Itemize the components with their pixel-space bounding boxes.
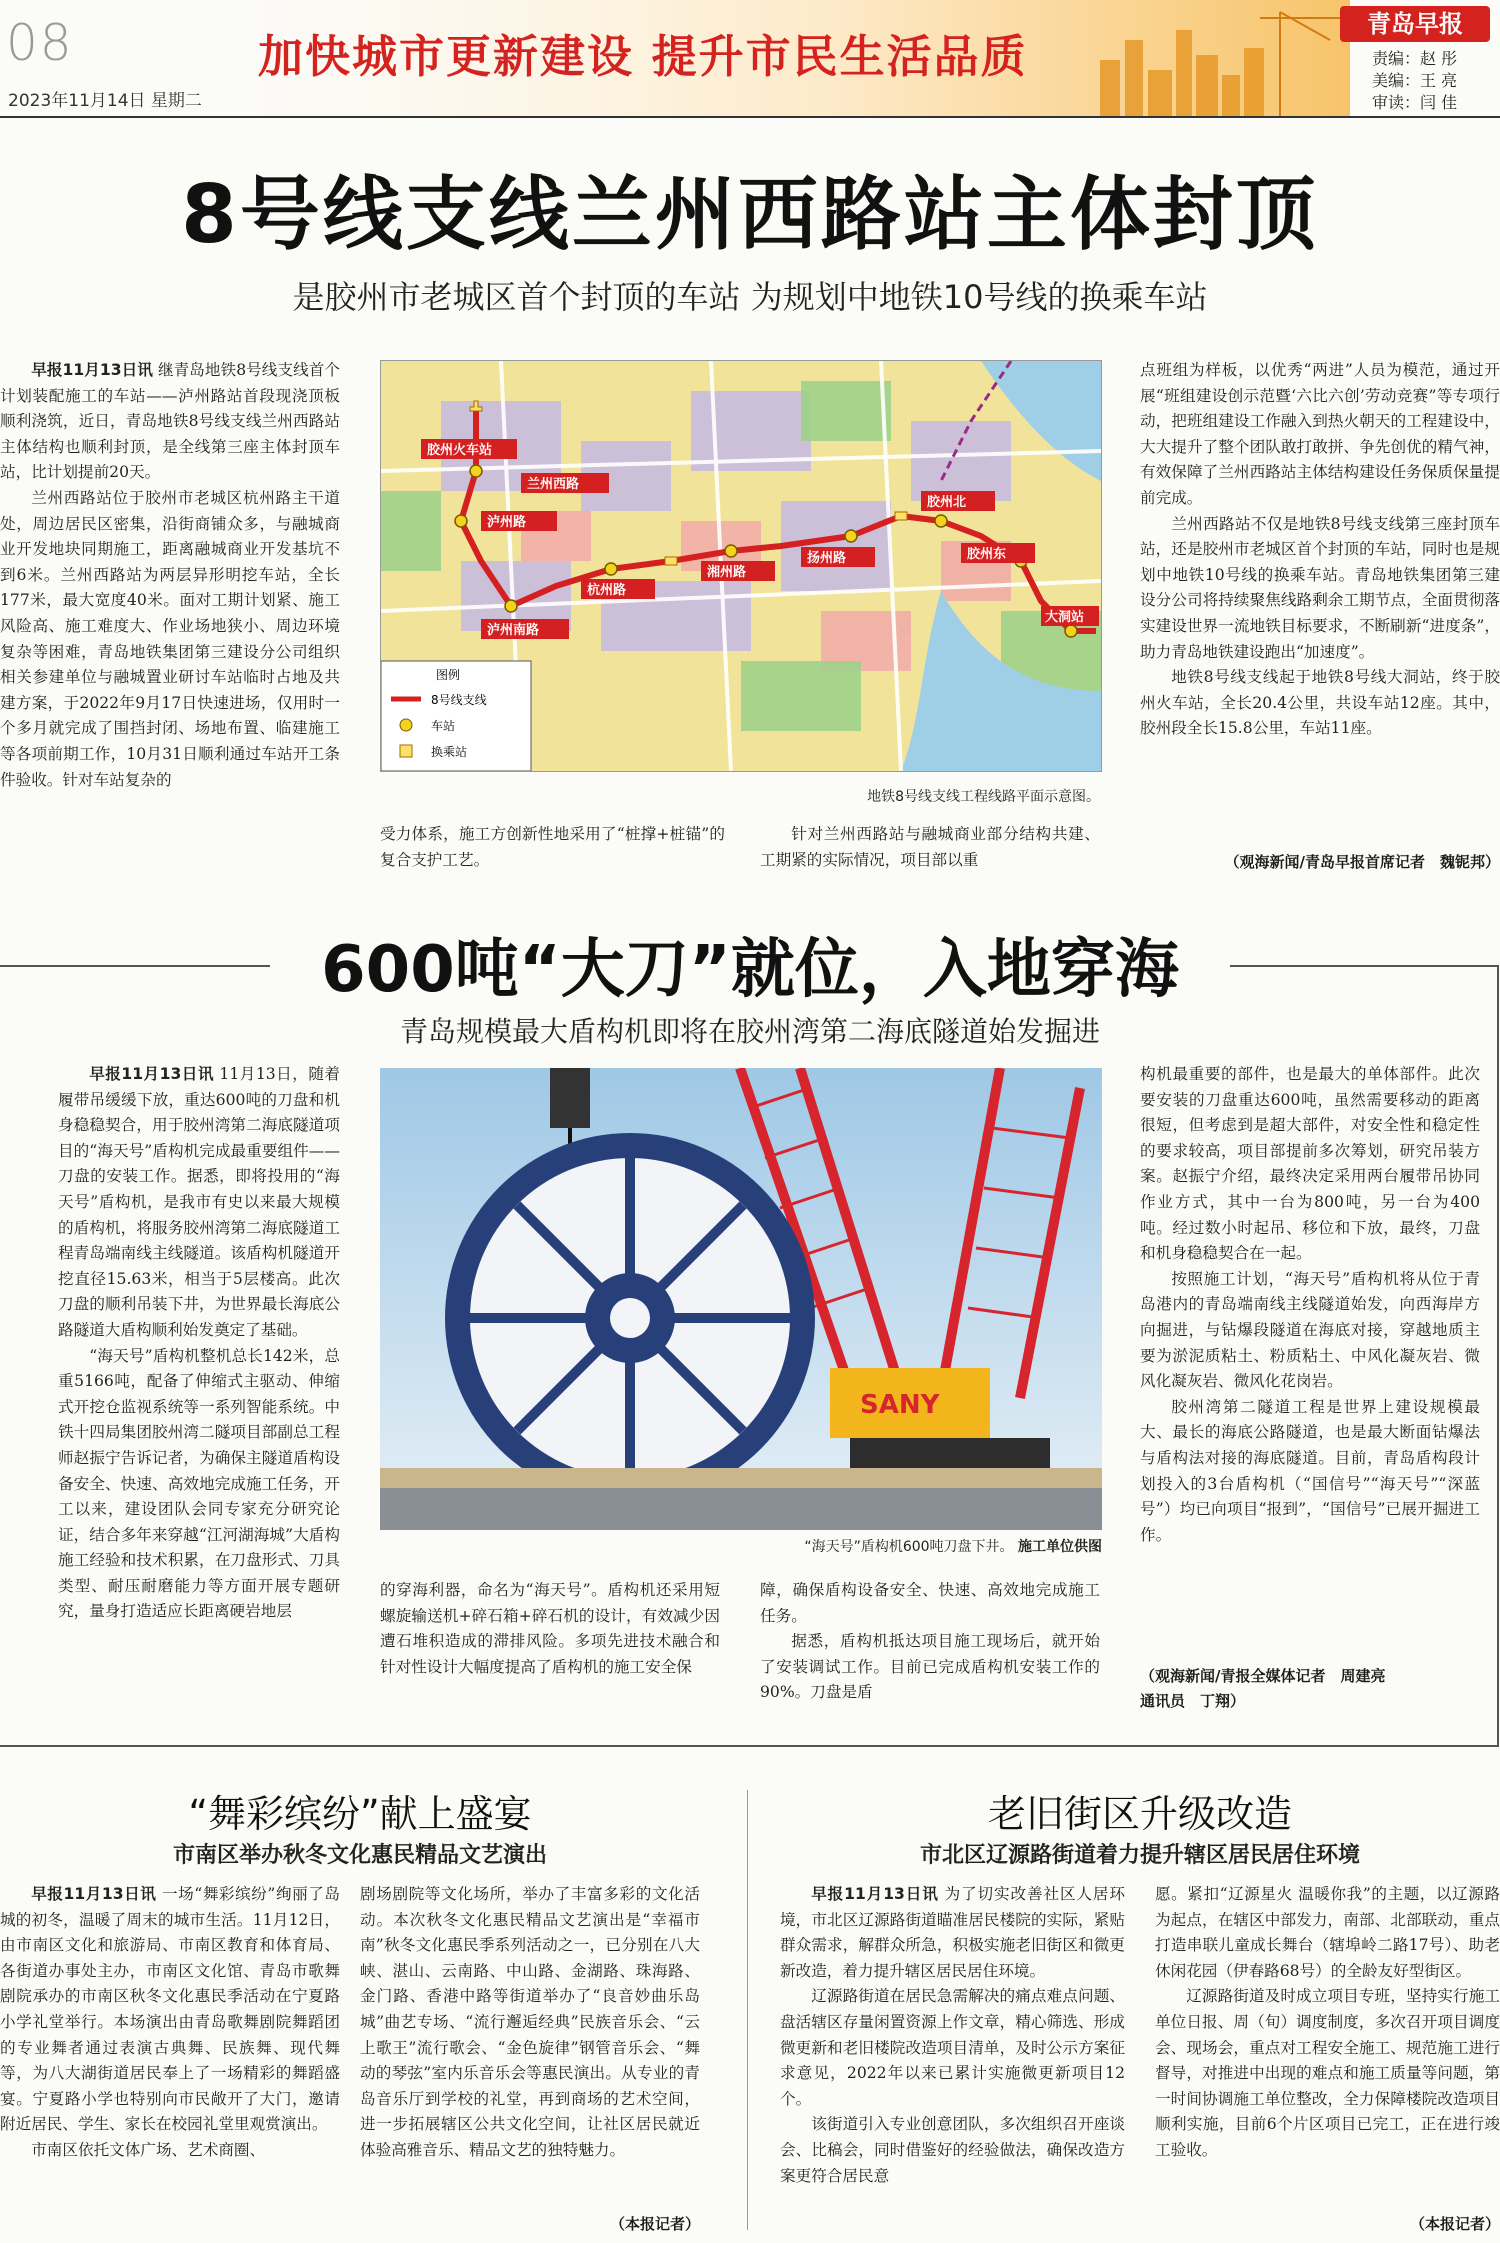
article-3-byline: （本报记者） xyxy=(609,2215,700,2233)
article-2-col-4: 构机最重要的部件，也是最大的单体部件。此次要安装的刀盘重达600吨，虽然需要移动的距离很短，但考虑到是超大部件，对安全性和稳定性的要求较高，项目部提前多次筹划，研究吊装方案。赵振宁介绍，最终决定采用两台履带吊协同作业方式，其中一台为800吨，另一台为400吨。经过数小时起吊、移位和下放，最终，刀盘和机身稳稳契合在一起。 按照施工计划，“海天号”盾构机将从位于青岛港内的青岛端南线主线隧道始发，向西海岸方向掘进，与钻爆段隧道在海底对接，穿越地质主要为淤泥质粘土、粉质粘土、中风化凝灰岩、微风化凝灰岩、微风化花岗岩。 胶州湾第二隧道工程是世界上建设规模最大、最长的海底公路隧道，也是最大断面钻爆法与盾构法对接的海底隧道。目前，青岛盾构段计划投入的3台盾构机（“国信号”“海天号”“深蓝号”）均已向项目“报到”，“国信号”已展开掘进工作。 xyxy=(1140,1065,1480,1544)
station-marker xyxy=(935,515,947,527)
map-label: 兰州西路 xyxy=(527,477,580,492)
article-4-subtitle: 市北区辽源路街道着力提升辖区居民居住环境 xyxy=(919,1843,1360,1868)
logo-text: 青岛早报 xyxy=(1367,10,1463,38)
station-marker xyxy=(725,545,737,557)
dateline: 早报11月13日讯 xyxy=(31,1885,157,1903)
station-marker xyxy=(845,530,857,542)
map-label: 大洞站 xyxy=(1045,610,1085,625)
article-4-byline: （本报记者） xyxy=(1409,2215,1500,2233)
legend-item: 8号线支线 xyxy=(431,693,487,707)
article-1-col-3: 针对兰州西路站与融城商业部分结构共建、工期紧的实际情况，项目部以重 xyxy=(760,825,1100,869)
article-1-subtitle: 是胶州市老城区首个封顶的车站 为规划中地铁10号线的换乘车站 xyxy=(292,278,1208,316)
article-2-col-1: 早报11月13日讯 11月13日，随着履带吊缓缓下放，重达600吨的刀盘和机身稳稳契合，用于胶州湾第二海底隧道项目的“海天号”盾构机完成最重要组件——刀盘的安装工作。据悉，即将投用的“海天号”盾构机，是我市有史以来最大规模的盾构机，将服务胶州湾第二海底隧道工程青岛端南线主线隧道。该盾构机隧道开挖直径15.63米，相当于5层楼高。此次刀盘的顺利吊装下井，为世界最长海底公路隧道大盾构顺利始发奠定了基础。 “海天号”盾构机整机总长142米，总重5166吨，配备了伸缩式主驱动、伸缩式开挖仓监视系统等一系列智能系统。中铁十四局集团胶州湾二隧项目部副总工程师赵振宁告诉记者，为确保主隧道盾构设备安全、快速、高效地完成施工任务，开工以来，建设团队会同专家充分研究论证，结合多年来穿越“江河湖海城”大盾构施工经验和技术积累，在刀盘形式、刀具类型、耐压耐磨能力等方面开展专题研究，量身打造适应长距离硬岩地层 xyxy=(58,1065,340,1621)
map-label: 泸州南路 xyxy=(487,623,540,638)
map-caption: 地铁8号线支线工程线路平面示意图。 xyxy=(867,789,1100,805)
tbm-photo xyxy=(380,1068,1102,1530)
slogan: 加快城市更新建设 提升市民生活品质 xyxy=(258,30,1028,83)
article-1-col-4: 点班组为样板，以优秀“两进”人员为模范，通过开展“班组建设创示范暨‘六比六创’劳动竞赛”等专项行动，把班组建设工作融入到热火朝天的工程建设中，大大提升了整个团队敢打敢拼、争先创优的精气神，有效保障了兰州西路站主体结构建设任务保质保量提前完成。 兰州西路站不仅是地铁8号线支线第三座封顶车站，还是胶州市老城区首个封顶的车站，同时也是规划中地铁10号线的换乘车站。青岛地铁集团第三建设分公司将持续聚焦线路剩余工期节点，全面贯彻落实建设世界一流地铁目标要求，不断刷新“进度条”，助力青岛地铁建设跑出“加速度”。 地铁8号线支线起于地铁8号线大洞站，终于胶州火车站，全长20.4公里，共设车站12座。其中，胶州段全长15.8公里，车站11座。 xyxy=(1140,361,1500,738)
article-2-col-3: 障，确保盾构设备安全、快速、高效地完成施工任务。 据悉，盾构机抵达项目施工现场后，就开始了安装调试工作。目前已完成盾构机安装工作的90%。刀盘是盾 xyxy=(760,1581,1100,1702)
legend-title: 图例 xyxy=(436,668,461,682)
article-1-byline: （观海新闻/青岛早报首席记者 魏铌邦） xyxy=(1224,853,1500,871)
map-label: 胶州火车站 xyxy=(427,443,493,458)
article-3-subtitle: 市南区举办秋冬文化惠民精品文艺演出 xyxy=(172,1843,547,1868)
article-2-headline: 600吨“大刀”就位，入地穿海 xyxy=(321,933,1179,1007)
editor-line: 责编：赵 彤 xyxy=(1372,49,1458,68)
map-label: 胶州北 xyxy=(927,495,967,510)
crane-brand-label: SANY xyxy=(860,1390,940,1420)
dateline: 早报11月13日讯 xyxy=(89,1065,214,1083)
legend-item: 换乘站 xyxy=(431,745,468,759)
map-label: 泸州路 xyxy=(487,515,527,530)
transfer-station-marker xyxy=(895,512,907,520)
page-number: 08 xyxy=(6,14,74,72)
photo-credit: 施工单位供图 xyxy=(1018,1539,1102,1555)
masthead-rule xyxy=(0,116,1500,118)
map-legend xyxy=(381,661,531,771)
route-map xyxy=(380,360,1102,772)
map-label: 湘州路 xyxy=(707,565,747,580)
article-2-col-2: 的穿海利器，命名为“海天号”。盾构机还采用短螺旋输送机+碎石箱+碎石机的设计，有效减少因遭石堆积造成的滞排风险。多项先进技术融合和针对性设计大幅度提高了盾构机的施工安全保 xyxy=(380,1581,720,1676)
article-1-col-1: 早报11月13日讯 继青岛地铁8号线支线首个计划装配施工的车站——泸州路站首段现浇顶板顺利浇筑，近日，青岛地铁8号线支线兰州西路站主体结构也顺利封顶，是全线第三座主体封顶车站，比计划提前20天。 兰州西路站位于胶州市老城区杭州路主干道处，周边居民区密集，沿街商铺众多，与融城商业开发地块同期施工，距离融城商业开发基坑不到6米。兰州西路站为两层异形明挖车站，全长177米，最大宽度40米。面对工期计划紧、施工风险高、施工难度大、作业场地狭小、周边环境复杂等困难，青岛地铁集团第三建设分公司组织相关参建单位与融城置业研讨车站临时占地及共建方案，于2022年9月17日快速进场，仅用时一个多月就完成了围挡封闭、场地布置、临建施工等各项前期工作，10月31日顺利通过车站开工条件验收。针对车站复杂的 xyxy=(0,361,340,789)
map-label: 胶州东 xyxy=(967,547,1007,562)
article-3-col-1: 早报11月13日讯 一场“舞彩缤纷”绚丽了岛城的初冬，温暖了周末的城市生活。11月12日，由市南区文化和旅游局、市南区教育和体育局、各街道办事处主办，市南区文化馆、青岛市歌舞剧院承办的市南区秋冬文化惠民季活动在宁夏路小学礼堂举行。本场演出由青岛歌舞剧院舞蹈团的专业舞者通过表演古典舞、民族舞、现代舞等，为八大湖街道居民奉上了一场精彩的舞蹈盛宴。宁夏路小学也特别向市民敞开了大门，邀请附近居民、学生、家长在校园礼堂里观赏演出。 市南区依托文体广场、艺术商圈、 xyxy=(0,1885,340,2159)
designer-line: 美编：王 亮 xyxy=(1372,71,1458,90)
station-marker xyxy=(455,515,467,527)
article-3-col-2: 剧场剧院等文化场所，举办了丰富多彩的文化活动。本次秋冬文化惠民精品文艺演出是“幸福市南”秋冬文化惠民季系列活动之一，已分别在八大峡、湛山、云南路、中山路、金湖路、珠海路、金门路、香港中路等街道举办了“良音妙曲乐岛城”曲艺专场、“流行邂逅经典”民族音乐会、“云上歌王”流行歌会、“金色旋律”钢管音乐会、“舞动的琴弦”室内乐音乐会等惠民演出。从专业的青岛音乐厅到学校的礼堂，再到商场的艺术空间，进一步拓展辖区公共文化空间，让社区居民就近体验高雅音乐、精品文艺的独特魅力。 xyxy=(360,1885,700,2159)
station-marker xyxy=(605,563,617,575)
article-1-col-2: 受力体系，施工方创新性地采用了“桩撑+桩锚”的复合支护工艺。 xyxy=(380,825,725,869)
station-marker xyxy=(1065,625,1077,637)
issue-date: 2023年11月14日 星期二 xyxy=(8,91,202,111)
map-label: 扬州路 xyxy=(807,551,847,566)
masthead xyxy=(0,0,1500,118)
legend-item: 车站 xyxy=(431,719,456,733)
article-3-headline: “舞彩缤纷”献上盛宴 xyxy=(188,1792,532,1836)
map-label: 杭州路 xyxy=(587,583,627,598)
dateline: 早报11月13日讯 xyxy=(811,1885,939,1903)
article-2-subtitle: 青岛规模最大盾构机即将在胶州湾第二海底隧道始发掘进 xyxy=(399,1015,1100,1048)
article-1-headline: 8号线支线兰州西路站主体封顶 xyxy=(181,168,1319,261)
column-divider xyxy=(747,1790,748,2230)
station-marker xyxy=(470,465,482,477)
article-4-headline: 老旧街区升级改造 xyxy=(987,1792,1292,1836)
article-2-byline: （观海新闻/青报全媒体记者 周建亮 通讯员 丁翔） xyxy=(1140,1667,1386,1710)
article-4-col-2: 愿。紧扣“辽源星火 温暖你我”的主题，以辽源路为起点，在辖区中部发力，南部、北部联动，重点打造串联儿童成长舞台（辖埠岭二路17号）、助老休闲花园（伊春路68号）的全龄友好型街区。 辽源路街道及时成立项目专班，坚持实行施工单位日报、周（旬）调度制度，多次召开项目调度会、现场会，重点对工程安全施工、规范施工进行督导，对推进中出现的难点和施工质量等问题，第一时间协调施工单位整改，全力保障楼院改造项目顺利实施，目前6个片区项目已完工，正在进行竣工验收。 xyxy=(1155,1885,1500,2159)
dateline: 早报11月13日讯 xyxy=(31,361,153,379)
proofreader-line: 审读：闫 佳 xyxy=(1372,93,1458,112)
station-marker xyxy=(505,600,517,612)
transfer-station-marker xyxy=(665,557,677,565)
article-4-col-1: 早报11月13日讯 为了切实改善社区人居环境，市北区辽源路街道瞄准居民楼院的实际，紧贴群众需求，解群众所急，积极实施老旧街区和微更新改造，着力提升辖区居民居住环境。 辽源路街道在居民急需解决的痛点难点问题、盘活辖区存量闲置资源上作文章，精心筛选、形成微更新和老旧楼院改造项目清单，及时公示方案征求意见，2022年以来已累计实施微更新项目12个。 该街道引入专业创意团队，多次组织召开座谈会、比稿会，同时借鉴好的经验做法，确保改造方案更符合居民意 xyxy=(780,1885,1125,2185)
photo-caption: “海天号”盾构机600吨刀盘下井。 施工单位供图 xyxy=(804,1539,1102,1555)
newspaper-logo xyxy=(1340,6,1490,42)
editor-credits xyxy=(1372,48,1457,114)
